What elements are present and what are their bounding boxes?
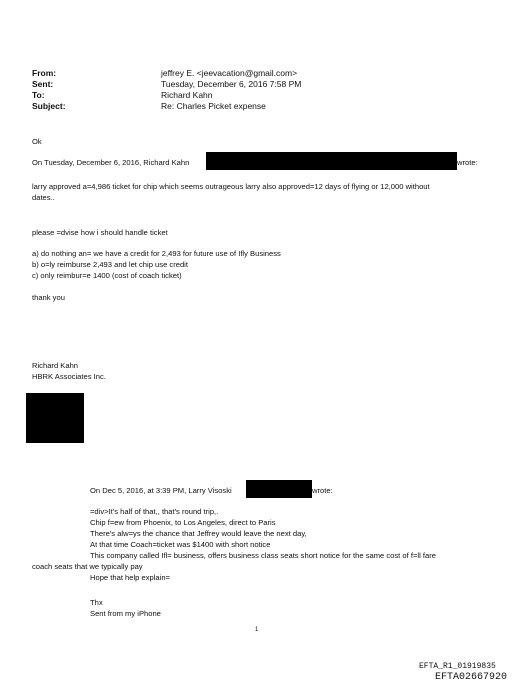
option-a: a) do nothing an= we have a credit for 2,493 for future use of Ifly Business — [32, 249, 281, 258]
quote-wrote: wrote: — [457, 158, 478, 167]
inner-line: Chip f=ew from Phoenix, to Los Angeles, direct to Paris — [90, 518, 276, 527]
inner-quote-wrote: wrote: — [312, 486, 333, 495]
signature-name: Richard Kahn — [32, 361, 79, 370]
page-number: 1 — [255, 627, 259, 633]
inner-thx: Thx — [90, 598, 103, 607]
signature-company: HBRK Associates Inc. — [32, 372, 106, 381]
inner-line: Hope that help explain= — [90, 573, 171, 582]
subject-value: Re: Charles Picket expense — [161, 101, 266, 111]
footer-ref-1: EFTA_R1_01919835 — [419, 662, 496, 671]
inner-line: There's alw=ys the chance that Jeffrey would leave the next day, — [90, 529, 307, 538]
from-value: jeffrey E. <jeevacation@gmail.com> — [161, 68, 298, 78]
quote-intro: On Tuesday, December 6, 2016, Richard Kahn — [32, 158, 190, 167]
inner-line: coach seats that we typically pay — [32, 562, 143, 571]
from-label: From: — [32, 68, 57, 78]
inner-quote-intro: On Dec 5, 2016, at 3:39 PM, Larry Visoski — [90, 486, 232, 495]
sent-label: Sent: — [32, 79, 54, 89]
redaction-box — [246, 480, 312, 498]
to-label: To: — [32, 90, 45, 100]
paragraph-line: dates.. — [32, 193, 55, 202]
subject-label: Subject: — [32, 101, 66, 111]
redaction-box — [26, 393, 84, 443]
inner-line: At that time Coach=ticket was $1400 with short notice — [90, 540, 271, 549]
to-value: Richard Kahn — [161, 90, 213, 100]
sent-value: Tuesday, December 6, 2016 7:58 PM — [161, 79, 302, 89]
ok-text: Ok — [32, 137, 42, 146]
footer-ref-2: EFTA02667920 — [435, 672, 508, 683]
paragraph-line: please =dvise how i should handle ticket — [32, 228, 168, 237]
paragraph-line: larry approved a=4,986 ticket for chip which seems outrageous larry also approved=12 days of flying or 12,000 without — [32, 182, 430, 191]
thanks-text: thank you — [32, 293, 65, 302]
inner-sent-from: Sent from my iPhone — [90, 609, 161, 618]
inner-line: This company called Ifl= business, offers business class seats short notice for the same cost of f=ll fare — [90, 551, 436, 560]
inner-line: =div>It's half of that,, that's round trip,. — [90, 507, 219, 516]
option-b: b) o=ly reimburse 2,493 and let chip use credit — [32, 260, 188, 269]
option-c: c) only reimbur=e 1400 (cost of coach ticket) — [32, 271, 182, 280]
redaction-box — [206, 152, 457, 170]
